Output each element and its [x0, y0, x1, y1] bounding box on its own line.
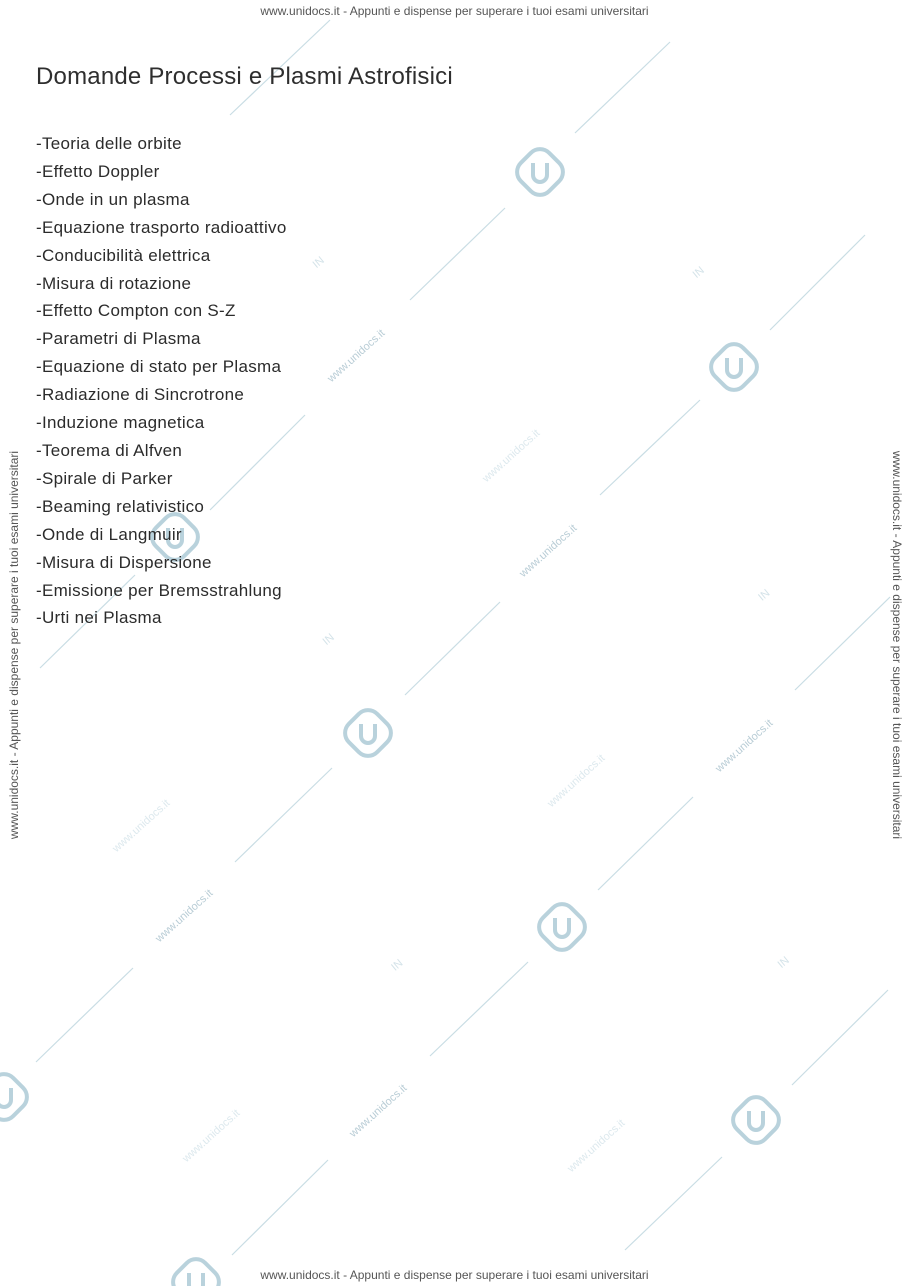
svg-text:IN: IN — [775, 954, 792, 971]
svg-text:IN: IN — [690, 264, 707, 281]
list-item: -Induzione magnetica — [36, 413, 205, 433]
list-item: -Beaming relativistico — [36, 496, 205, 516]
watermark-diagonal-text: www.unidocs.it — [480, 427, 543, 485]
list-item: -Parametri di Plasma — [36, 329, 201, 349]
list-item: -Spirale di Parker — [36, 468, 173, 488]
topic-list — [36, 130, 836, 632]
svg-text:IN: IN — [756, 587, 773, 604]
unidocs-logo-icon — [340, 705, 397, 762]
svg-text:IN: IN — [389, 957, 406, 974]
watermark-banner-left: www.unidocs.it - Appunti e dispense per superare i tuoi esami universitari — [7, 450, 21, 840]
watermark-diagonal-text: www.unidocs.it — [180, 1107, 243, 1165]
watermark-line — [232, 1160, 328, 1255]
watermark-diagonal-text: www.unidocs.it — [517, 522, 580, 580]
list-item: -Conducibilità elettrica — [36, 245, 211, 265]
list-item: -Onde di Langmuir — [36, 524, 182, 544]
watermark-diagonal-text: www.unidocs.it — [347, 1082, 410, 1140]
unidocs-logo-icon — [728, 1092, 785, 1149]
watermark-banner-top: www.unidocs.it - Appunti e dispense per superare i tuoi esami universitari — [260, 4, 649, 18]
watermark-line — [235, 768, 332, 862]
list-item: -Effetto Doppler — [36, 161, 160, 181]
list-item: -Emissione per Bremsstrahlung — [36, 580, 282, 600]
watermark-diagonal-text: www.unidocs.it — [545, 752, 608, 810]
watermark-diagonal-text: www.unidocs.it — [565, 1117, 628, 1175]
watermark-banner-bottom: www.unidocs.it - Appunti e dispense per superare i tuoi esami universitari — [260, 1268, 649, 1282]
watermark-diagonal-text: www.unidocs.it — [110, 797, 173, 855]
watermark-diagonal-text: www.unidocs.it — [153, 887, 216, 945]
list-item: -Equazione trasporto radioattivo — [36, 217, 287, 237]
list-item: -Urti nei Plasma — [36, 608, 162, 628]
watermark-diagonal-text: www.unidocs.it — [325, 327, 388, 385]
watermark-banner-right: www.unidocs.it - Appunti e dispense per superare i tuoi esami universitari — [890, 450, 904, 840]
watermark-diagonal-text: www.unidocs.it — [713, 717, 776, 775]
unidocs-logo-icon — [534, 899, 591, 956]
list-item: -Teoria delle orbite — [36, 134, 182, 153]
list-item: -Misura di Dispersione — [36, 552, 212, 572]
document-body — [36, 60, 836, 632]
svg-text:IN: IN — [320, 631, 337, 648]
list-item: -Misura di rotazione — [36, 273, 192, 293]
list-item: -Teorema di Alfven — [36, 440, 183, 460]
svg-text:IN: IN — [310, 254, 327, 271]
list-item: -Onde in un plasma — [36, 189, 190, 209]
page-title: Domande Processi e Plasmi Astrofisici — [36, 63, 453, 90]
watermark-line — [36, 968, 133, 1062]
watermark-line — [625, 1157, 722, 1250]
list-item: -Equazione di stato per Plasma — [36, 357, 282, 377]
list-item: -Effetto Compton con S-Z — [36, 301, 236, 321]
watermark-line — [598, 797, 693, 890]
watermark-line — [430, 962, 528, 1056]
unidocs-logo-icon — [0, 1069, 32, 1126]
watermark-line — [792, 990, 888, 1085]
list-item: -Radiazione di Sincrotrone — [36, 385, 245, 405]
